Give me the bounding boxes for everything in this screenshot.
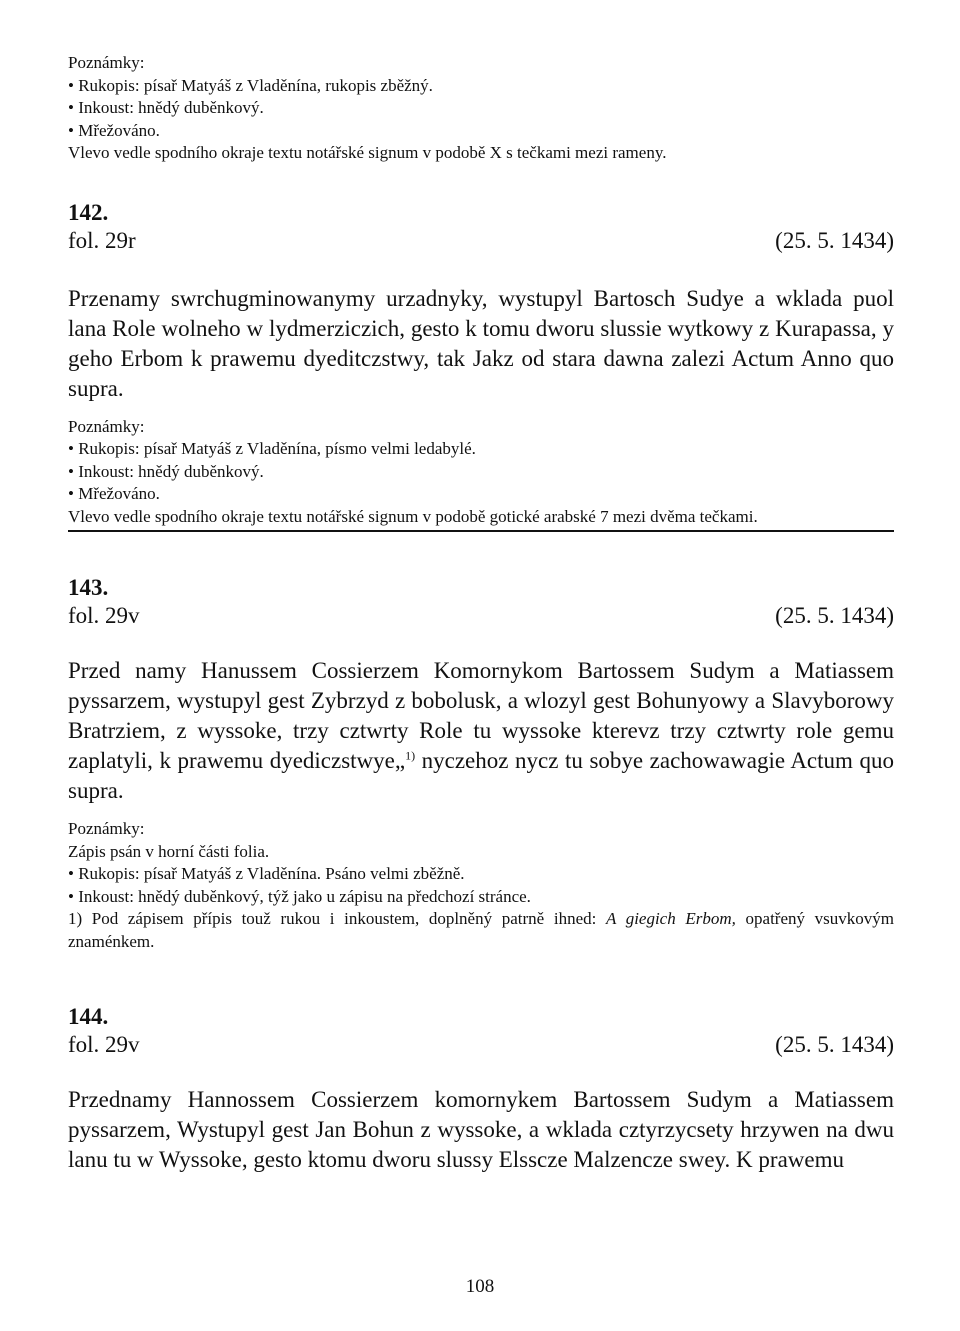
- footnote-part: 1) Pod zápisem přípis touž rukou i inkoustem, doplněný patrně ihned:: [68, 909, 606, 928]
- page-number: 108: [465, 1276, 495, 1297]
- entry-number-142: 142.: [68, 199, 109, 225]
- entry-number-144: 144.: [68, 1004, 109, 1029]
- page-content: [68, 52, 894, 1175]
- entry-date: (25. 5. 1434): [775, 227, 894, 253]
- folio-label: fol. 29v: [68, 603, 140, 628]
- entry-text-part: Przed namy Hanussem Cossierzem Komornykom Bartossem Sudym a Matiassem pyssarzem, wystupyl gest Zybrzyd z bobolusk, a wlozyl gest Bohunyowy a Slavyborowy Bratrziem, z wyssoke, trzy cztwrty Role tu wyssoke kterevz trzy cztwrty role gemu zaplatyli, k prawemu dyediczstwye„: [68, 658, 894, 773]
- footnote-italic: A giegich Erbom,: [605, 909, 736, 928]
- note-bullet: • Rukopis: písař Matyáš z Vladěnína. Psáno velmi zběžně.: [68, 864, 465, 883]
- entry-text-142: Przenamy swrchugminowanymy urzadnyky, wystupyl Bartosch Sudye a wklada puol lana Role wolneho w lydmerziczich, gesto k tomu dworu slussie wytkowy z Kurapassa, y geho Erbom k prawemu dyeditczstwy, tak Jakz od stara dawna zalezi Actum Anno quo supra.: [68, 285, 894, 401]
- entry-date: (25. 5. 1434): [775, 603, 894, 628]
- notes-heading: Poznámky:: [68, 819, 145, 838]
- footnote-mark: 1): [405, 748, 416, 763]
- entry-header-144: [68, 1031, 894, 1059]
- note-line: Vlevo vedle spodního okraje textu notářské signum v podobě gotické arabské 7 mezi dvěma tečkami.: [68, 506, 894, 533]
- entry-header-142: [68, 227, 894, 255]
- note-bullet: • Rukopis: písař Matyáš z Vladěnína, rukopis zběžný.: [68, 75, 433, 95]
- entry-number-143: 143.: [68, 575, 109, 600]
- entry-header-143: [68, 602, 894, 630]
- notes-142: [68, 416, 894, 533]
- note-bullet: • Mřežováno.: [68, 484, 160, 503]
- note-bullet: • Inkoust: hnědý duběnkový, týž jako u zápisu na předchozí stránce.: [68, 886, 531, 906]
- entry-date: (25. 5. 1434): [775, 1032, 894, 1057]
- note-line: Zápis psán v horní části folia.: [68, 841, 270, 861]
- notes-heading: Poznámky:: [68, 53, 145, 72]
- entry-text-part: nyczehoz nycz tu sobye zachowawagie Actum quo supra.: [68, 748, 894, 803]
- footnote-part: opatřený vsuvkovým znaménkem.: [68, 909, 894, 951]
- folio-label: fol. 29r: [68, 227, 136, 253]
- notes-143: [68, 818, 894, 953]
- notes-previous-entry: [68, 52, 894, 165]
- note-bullet: • Inkoust: hnědý duběnkový.: [68, 461, 264, 481]
- footnote-text: [68, 908, 894, 953]
- note-bullet: • Mřežováno.: [68, 120, 160, 140]
- note-bullet: • Inkoust: hnědý duběnkový.: [68, 98, 264, 117]
- note-line: Vlevo vedle spodního okraje textu notářské signum v podobě X s tečkami mezi rameny.: [68, 143, 667, 162]
- entry-text-143: [68, 656, 894, 806]
- note-bullet: • Rukopis: písař Matyáš z Vladěnína, písmo velmi ledabylé.: [68, 439, 476, 458]
- entry-text-144: Przednamy Hannossem Cossierzem komornykem Bartossem Sudym a Matiassem pyssarzem, Wystupyl gest Jan Bohun z wyssoke, a wklada cztyrzycsety hrzywen na dwu lanu tu w Wyssoke, gesto ktomu dworu slussy Elsscze Malzencze swey. K prawemu: [68, 1087, 894, 1172]
- notes-heading: Poznámky:: [68, 416, 145, 436]
- folio-label: fol. 29v: [68, 1032, 140, 1057]
